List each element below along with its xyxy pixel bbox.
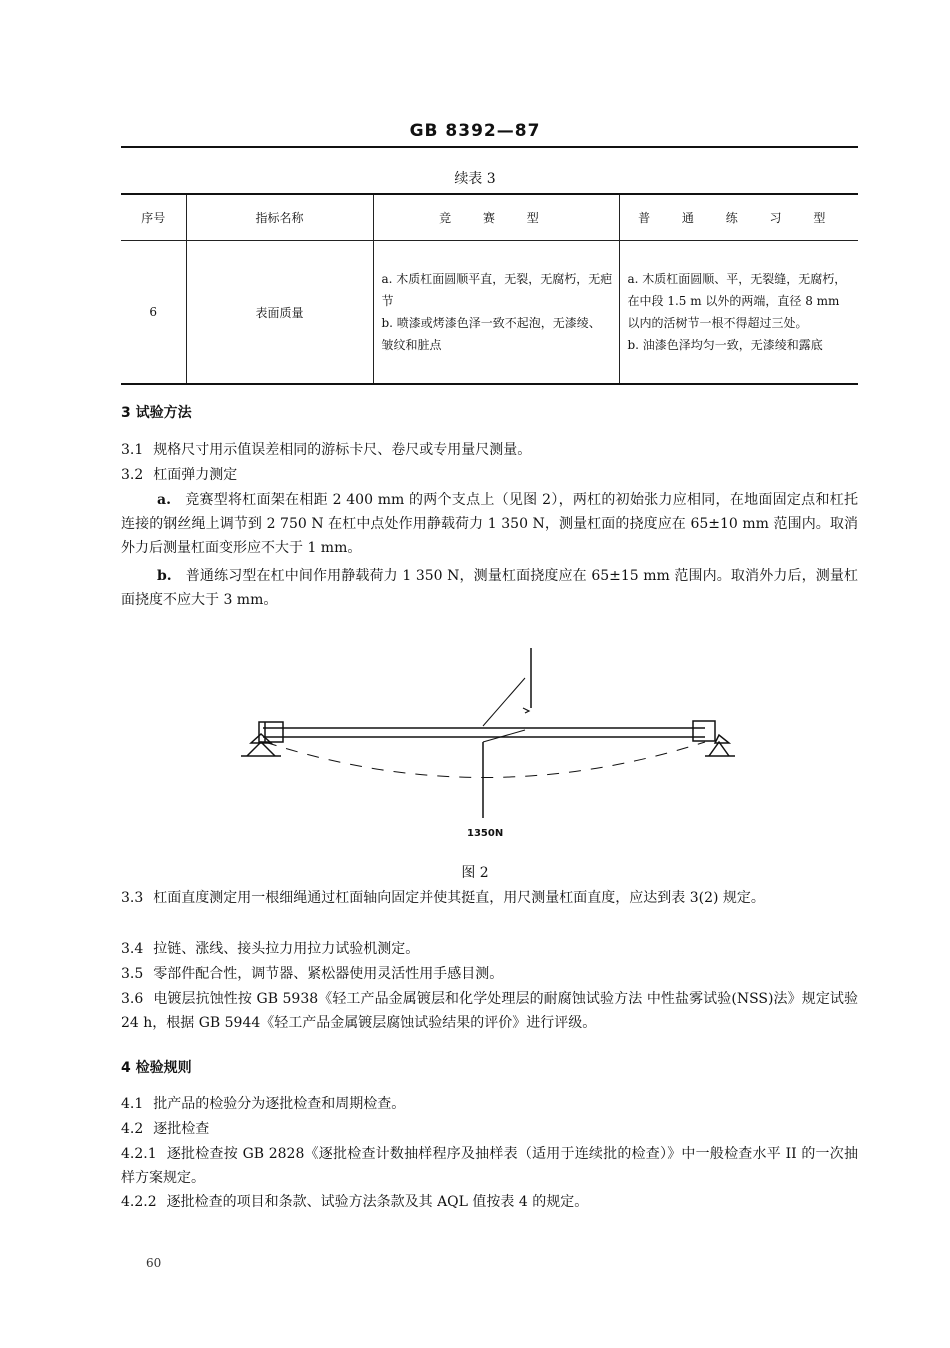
clause-text: 逐批检查: [153, 1121, 210, 1137]
practice-req-b: b. 油漆色泽均匀一致，无漆绫和露底: [627, 338, 823, 352]
clause-num: 3.4: [121, 941, 144, 957]
competition-req-b: b. 喷漆或烤漆色泽一致不起泡，无漆绫、皱纹和脏点: [381, 316, 601, 352]
clause-3-5: [121, 962, 858, 986]
clause-3-2-a: [121, 488, 858, 560]
clause-3-1: [121, 438, 858, 462]
clause-4-2-2: [121, 1190, 858, 1214]
page-number: 60: [146, 1256, 162, 1270]
clause-num: 3.6: [121, 991, 144, 1007]
competition-req-a: a. 木质杠面圆顺平直，无裂，无腐朽，无疤节: [381, 272, 613, 308]
clause-text: 杠面弹力测定: [153, 467, 238, 483]
load-label: 1350N: [467, 828, 504, 838]
clause-3-6: [121, 987, 858, 1035]
clause-text: 拉链、涨线、接头拉力用拉力试验机测定。: [153, 941, 420, 957]
clause-num: 4.2.2: [121, 1194, 157, 1210]
cell-name: 表面质量: [186, 241, 373, 385]
col-header-practice: 普 通 练 习 型: [619, 194, 858, 241]
col-header-competition: 竞 赛 型: [373, 194, 619, 241]
left-clamp: [259, 722, 283, 742]
item-label: a.: [157, 492, 171, 508]
cell-no: 6: [121, 241, 186, 385]
clause-text: 电镀层抗蚀性按 GB 5938《轻工产品金属镀层和化学处理层的耐腐蚀试验方法 中性盐雾试验(NSS)法》规定试验 24 h，根据 GB 5944《轻工产品金属镀层腐蚀试验结果的评价》进行评级。: [121, 991, 858, 1031]
figure-caption: 图 2: [461, 865, 489, 881]
clause-3-4: [121, 937, 858, 961]
clause-text: 杠面直度测定用一根细绳通过杠面轴向固定并使其挺直，用尺测量杠面直度，应达到表 3(2) 规定。: [153, 890, 765, 906]
clause-3-2: [121, 463, 858, 487]
table-header-row: [121, 194, 858, 241]
clause-text: 逐批检查的项目和条款、试验方法条款及其 AQL 值按表 4 的规定。: [166, 1194, 589, 1210]
clause-num: 4.2.1: [121, 1146, 157, 1162]
clause-num: 4.1: [121, 1096, 144, 1112]
deflection-curve: [265, 742, 705, 778]
practice-req-a: a. 木质杠面圆顺、平，无裂缝，无腐朽，在中段 1.5 m 以外的两端，直径 8 mm 以内的活树节一根不得超过三处。: [627, 272, 847, 330]
clause-text: 逐批检查按 GB 2828《逐批检查计数抽样程序及抽样表（适用于连续批的检查）》中一般检查水平 II 的一次抽样方案规定。: [121, 1146, 858, 1186]
clause-3-2-b: [121, 564, 858, 612]
cell-competition: [373, 241, 619, 385]
clause-num: 3.1: [121, 442, 144, 458]
figure-2-diagram: [225, 638, 745, 838]
clause-text: 批产品的检验分为逐批检查和周期检查。: [153, 1096, 406, 1112]
clause-num: 3.5: [121, 966, 144, 982]
right-clamp: [693, 721, 715, 741]
item-label: b.: [157, 568, 172, 584]
section-3-heading: 3 试验方法: [121, 405, 192, 421]
col-header-no: 序号: [121, 194, 186, 241]
table-row: [121, 241, 858, 385]
col-header-name: 指标名称: [186, 194, 373, 241]
clause-text: 零部件配合性，调节器、紧松器使用灵活性用手感目测。: [153, 966, 504, 982]
item-text: 竞赛型将杠面架在相距 2 400 mm 的两个支点上（见图 2），两杠的初始张力应相同，在地面固定点和杠托连接的钢丝绳上调节到 2 750 N 在杠中点处作用静载荷力 1 350 N，测量杠面的挠度应在 65±10 mm 范围内。取消外力后测量杠面变形应不大于 1 mm。: [121, 492, 858, 556]
clause-num: 3.3: [121, 890, 144, 906]
clause-3-3: [121, 886, 858, 910]
standard-code-header: GB 8392—87: [409, 121, 541, 141]
clause-4-2-1: [121, 1142, 858, 1190]
table-caption: 续表 3: [454, 171, 496, 187]
spec-table: [121, 193, 858, 385]
section-4-heading: 4 检验规则: [121, 1060, 192, 1076]
clause-4-2: [121, 1117, 858, 1141]
clause-4-1: [121, 1092, 858, 1116]
clause-num: 4.2: [121, 1121, 144, 1137]
clause-text: 规格尺寸用示值误差相同的游标卡尺、卷尺或专用量尺测量。: [153, 442, 532, 458]
header-rule: [121, 146, 858, 148]
right-support: [715, 735, 729, 743]
item-text: 普通练习型在杠中间作用静载荷力 1 350 N，测量杠面挠度应在 65±15 mm 范围内。取消外力后，测量杠面挠度不应大于 3 mm。: [121, 568, 858, 608]
cell-practice: [619, 241, 858, 385]
clause-num: 3.2: [121, 467, 144, 483]
